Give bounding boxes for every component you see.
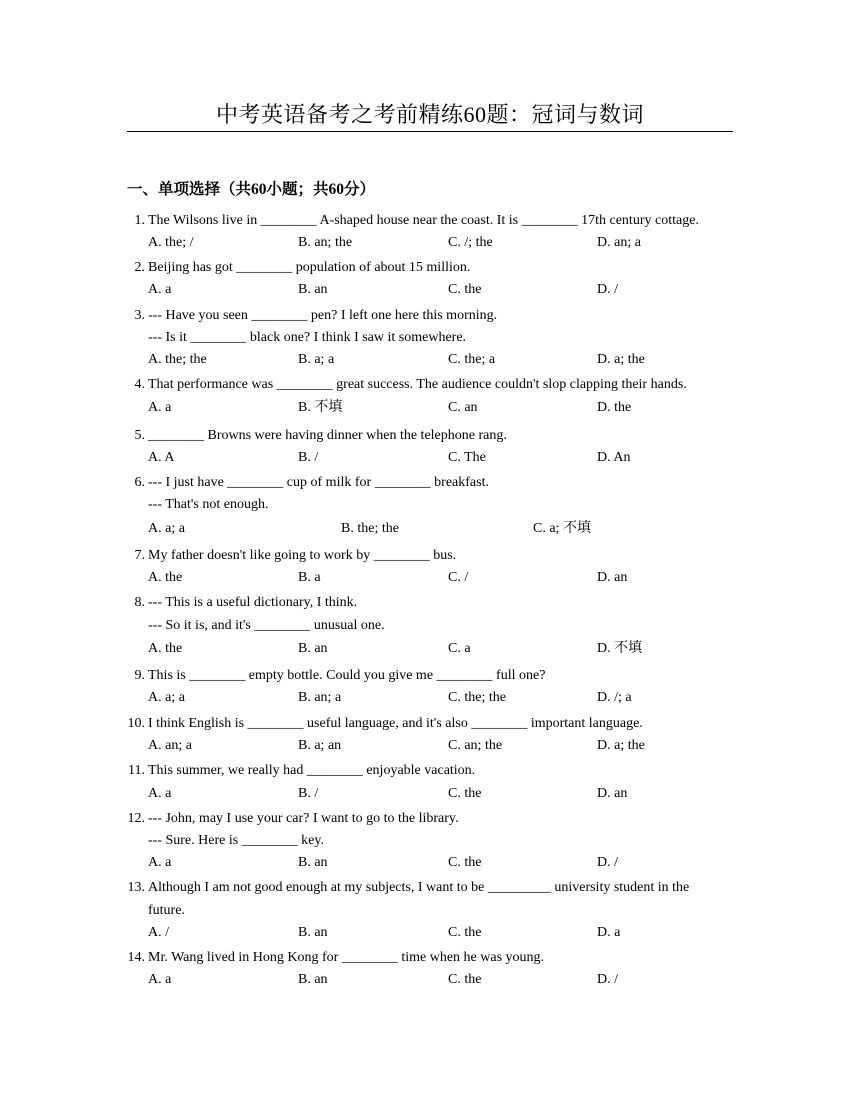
question-number: 1. [134,213,145,228]
answer-option[interactable]: A. the [148,641,183,656]
answer-option[interactable]: B. an [298,641,328,656]
answer-option[interactable]: A. an; a [148,738,192,753]
question-number: 3. [134,308,145,323]
answer-option[interactable]: A. the; / [148,235,194,250]
question-number: 11. [128,763,145,778]
question-number: 6. [134,475,145,490]
answer-option[interactable]: B. a [298,570,321,585]
answer-option[interactable]: D. a; the [597,738,645,753]
answer-option[interactable]: C. the [448,925,482,940]
answer-option[interactable]: C. the; the [448,690,506,705]
question-number: 12. [127,811,145,826]
answer-option[interactable]: C. an [448,400,478,415]
question-text: ________ Browns were having dinner when the telephone rang. [148,428,507,443]
answer-option[interactable]: D. / [597,282,618,297]
question-text: I think English is ________ useful language, and it's also ________ important language. [148,716,643,731]
answer-option[interactable]: C. the [448,282,482,297]
question-number: 13. [127,880,145,895]
answer-option[interactable]: D. an; a [597,235,641,250]
answer-option[interactable]: A. a [148,855,172,870]
answer-option[interactable]: C. the [448,786,482,801]
answer-option[interactable]: B. an [298,855,328,870]
answer-option[interactable]: C. a; 不填 [533,521,591,536]
answer-option[interactable]: C. the; a [448,352,496,367]
answer-option[interactable]: A. A [148,450,175,465]
answer-option[interactable]: B. an [298,972,328,987]
answer-option[interactable]: B. a; an [298,738,342,753]
answer-option[interactable]: B. / [298,450,319,465]
answer-option[interactable]: C. an; the [448,738,503,753]
question-text: That performance was ________ great success. The audience couldn't slop clapping their hands. [148,377,687,392]
answer-option[interactable]: A. a [148,972,172,987]
answer-option[interactable]: D. / [597,972,618,987]
question-number: 2. [134,260,145,275]
answer-option[interactable]: B. 不填 [298,400,343,415]
answer-option[interactable]: A. / [148,925,169,940]
question-text: --- That's not enough. [148,497,269,512]
question-number: 4. [134,377,145,392]
question-number: 9. [134,668,145,683]
question-text: Beijing has got ________ population of about 15 million. [148,260,471,275]
answer-option[interactable]: C. / [448,570,469,585]
title-underline [127,131,733,132]
answer-option[interactable]: A. a [148,282,172,297]
answer-option[interactable]: D. an [597,786,628,801]
answer-option[interactable]: A. the; the [148,352,207,367]
answer-option[interactable]: B. the; the [341,521,399,536]
question-text: --- John, may I use your car? I want to go to the library. [148,811,459,826]
answer-option[interactable]: B. / [298,786,319,801]
answer-option[interactable]: C. /; the [448,235,493,250]
page-title: 中考英语备考之考前精练60题：冠词与数词 [215,102,644,127]
question-number: 8. [134,595,145,610]
question-text: This is ________ empty bottle. Could you give me ________ full one? [148,668,546,683]
answer-option[interactable]: A. a; a [148,521,185,536]
answer-option[interactable]: D. An [597,450,631,465]
answer-option[interactable]: A. the [148,570,183,585]
answer-option[interactable]: A. a [148,400,172,415]
answer-option[interactable]: D. the [597,400,632,415]
answer-option[interactable]: D. / [597,855,618,870]
question-text: Mr. Wang lived in Hong Kong for ________ time when he was young. [148,950,545,965]
answer-option[interactable]: C. the [448,972,482,987]
question-number: 7. [134,548,145,563]
answer-option[interactable]: A. a; a [148,690,185,705]
question-number: 14. [127,950,145,965]
question-text: --- I just have ________ cup of milk for ________ breakfast. [148,475,489,490]
question-text: The Wilsons live in ________ A-shaped house near the coast. It is ________ 17th century cottage. [148,213,699,228]
section-heading: 一、单项选择（共60小题；共60分） [127,181,376,198]
answer-option[interactable]: B. an [298,282,328,297]
question-text: --- This is a useful dictionary, I think. [148,595,358,610]
answer-option[interactable]: D. /; a [597,690,632,705]
answer-option[interactable]: C. The [448,450,486,465]
answer-option[interactable]: B. an; the [298,235,353,250]
answer-option[interactable]: A. a [148,786,172,801]
question-number: 5. [134,428,145,443]
answer-option[interactable]: D. a; the [597,352,645,367]
question-text: --- Is it ________ black one? I think I saw it somewhere. [148,330,467,345]
answer-option[interactable]: D. an [597,570,628,585]
question-text: This summer, we really had ________ enjoyable vacation. [148,763,476,778]
question-text: My father doesn't like going to work by ________ bus. [148,548,457,563]
answer-option[interactable]: D. 不填 [597,641,643,656]
answer-option[interactable]: C. a [448,641,471,656]
answer-option[interactable]: B. a; a [298,352,335,367]
question-text: --- Sure. Here is ________ key. [148,833,324,848]
answer-option[interactable]: B. an [298,925,328,940]
question-text: --- So it is, and it's ________ unusual one. [148,618,385,633]
question-text: --- Have you seen ________ pen? I left one here this morning. [148,308,498,323]
answer-option[interactable]: C. the [448,855,482,870]
answer-option[interactable]: B. an; a [298,690,342,705]
question-text: future. [148,903,185,918]
question-number: 10. [127,716,145,731]
question-text: Although I am not good enough at my subjects, I want to be _________ university student in the [148,880,690,895]
answer-option[interactable]: D. a [597,925,621,940]
